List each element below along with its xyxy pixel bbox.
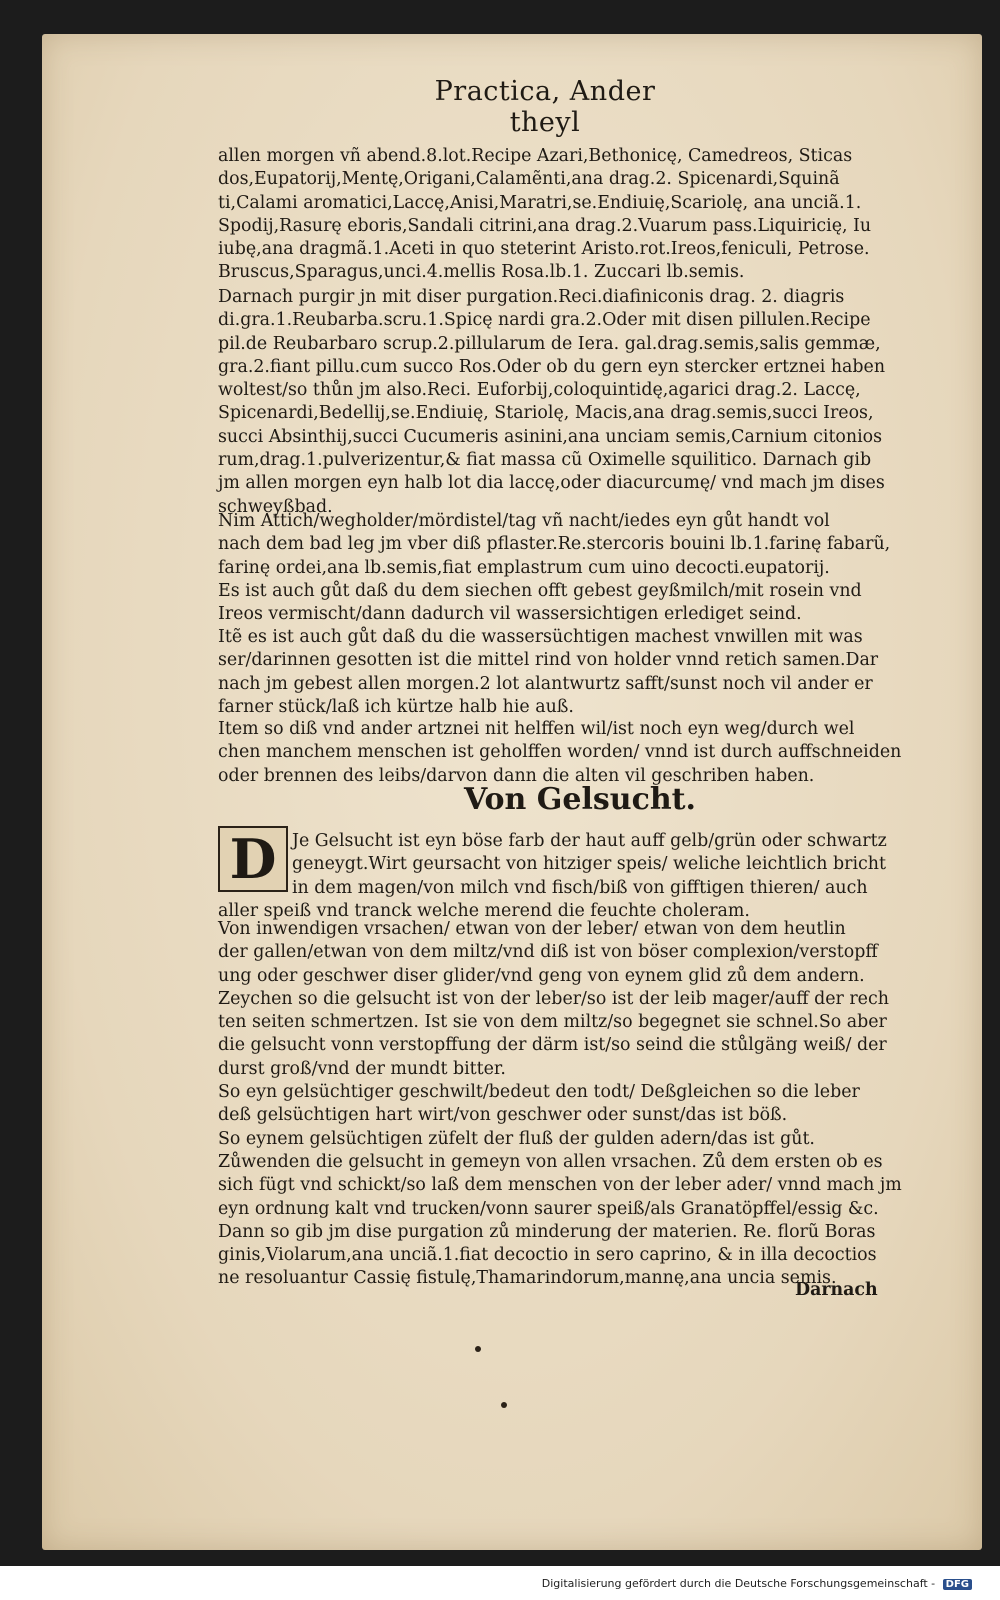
text-block-5 [218, 626, 878, 719]
text-line: ung oder geschwer diser glider/vnd geng von eynem glid zů dem andern. [218, 965, 865, 986]
page-mark-dot [475, 1346, 481, 1352]
text-line: Spicenardi,Bedellij,se.Endiuię, Stariolę, Macis,ana drag.semis,succi Ireos, [218, 403, 874, 424]
text-line: rum,drag.1.pulverizentur,& fiat massa cũ Oximelle squilitico. Darnach gib [218, 450, 872, 471]
text-line: geneygt.Wirt geursacht von hitziger speis/ weliche leichtlich bricht [292, 854, 886, 875]
text-line: Je Gelsucht ist eyn böse farb der haut auff gelb/grün oder schwartz [292, 831, 887, 851]
digitization-footer [542, 1577, 972, 1590]
text-line: der gallen/etwan von dem miltz/vnd diß ist von böser complexion/verstopff [218, 942, 878, 963]
text-line: di.gra.1.Reubarba.scru.1.Spicę nardi gra.2.Oder mit disen pillulen.Recipe [218, 310, 871, 331]
text-line: Nim Attich/wegholder/mördistel/tag vñ nacht/iedes eyn gůt handt vol [218, 511, 830, 531]
text-line: ten seiten schmertzen. Ist sie von dem miltz/so begegnet sie schnel.So aber [218, 1012, 887, 1033]
text-line: sich fügt vnd schickt/so laß dem menschen von der leber ader/ vnnd mach jm [218, 1175, 902, 1196]
text-line: ginis,Violarum,ana unciã.1.fiat decoctio in sero caprino, & in illa decoctios [218, 1245, 877, 1266]
text-line: eyn ordnung kalt vnd trucken/vonn saurer speiß/als Granatöpffel/essig &c. [218, 1198, 879, 1219]
text-line: dos,Eupatorij,Mentę,Origani,Calamẽnti,ana drag.2. Spicenardi,Squinã [218, 169, 840, 190]
page-mark-dot [501, 1402, 507, 1408]
text-line: farner stück/laß ich kürtze halb hie auß. [218, 696, 574, 717]
text-line: chen manchem menschen ist geholffen worden/ vnnd ist durch auffschneiden [218, 742, 902, 763]
text-line: So eyn gelsüchtiger geschwilt/bedeut den todt/ Deßgleichen so die leber [218, 1082, 860, 1103]
text-block-4 [218, 580, 862, 627]
text-line: Item so diß vnd ander artznei nit helffen wil/ist noch eyn weg/durch wel [218, 719, 855, 739]
text-block-3 [218, 510, 890, 580]
text-line: schweyßbad. [218, 496, 333, 517]
text-line: ti,Calami aromatici,Laccę,Anisi,Maratri,se.Endiuię,Scariolę, ana unciã.1. [218, 192, 862, 213]
text-line: die gelsucht vonn verstopffung der därm ist/so seind die stůlgäng weiß/ der [218, 1035, 887, 1056]
text-block-7 [218, 827, 887, 923]
text-line: nach jm gebest allen morgen.2 lot alantwurtz safft/sunst noch vil ander er [218, 673, 873, 694]
text-line: aller speiß vnd tranck welche merend die feuchte choleram. [218, 900, 750, 921]
text-line: durst groß/vnd der mundt bitter. [218, 1058, 506, 1079]
text-line: Darnach purgir jn mit diser purgation.Reci.diafiniconis drag. 2. diagris [218, 287, 845, 307]
dfg-logo: DFG [943, 1579, 972, 1590]
text-line: iubę,ana dragmã.1.Aceti in quo steterint Aristo.rot.Ireos,feniculi, Petrose. [218, 239, 870, 260]
text-line: nach dem bad leg jm vber diß pflaster.Re.stercoris bouini lb.1.farinę fabarũ, [218, 534, 891, 555]
text-line: Itẽ es ist auch gůt daß du die wassersüchtigen machest vnwillen mit was [218, 627, 863, 647]
footer-text: Digitalisierung gefördert durch die Deutsche Forschungsgemeinschaft - [541, 1577, 936, 1590]
text-block-2 [218, 286, 885, 519]
text-line: Zůwenden die gelsucht in gemeyn von allen vrsachen. Zů dem ersten ob es [218, 1151, 883, 1172]
text-line: Von inwendigen vrsachen/ etwan von der leber/ etwan von dem heutlin [218, 919, 846, 939]
text-line: Zeychen so die gelsucht ist von der leber/so ist der leib mager/auff der rech [218, 988, 889, 1009]
text-line: Es ist auch gůt daß du dem siechen offt gebest geyßmilch/mit rosein vnd [218, 581, 862, 601]
text-block-8 [218, 918, 902, 1291]
initial-letter: D [229, 827, 277, 891]
text-block-6 [218, 718, 901, 788]
text-line: Ireos vermischt/dann dadurch vil wassersichtigen erlediget seind. [218, 604, 802, 625]
text-line: allen morgen vñ abend.8.lot.Recipe Azari,Bethonicę, Camedreos, Sticas [218, 146, 853, 166]
text-line: So eynem gelsüchtigen züfelt der fluß der gulden adern/das ist gůt. [218, 1128, 815, 1149]
catchword: Darnach [795, 1280, 878, 1300]
text-line: ser/darinnen gesotten ist die mittel rind von holder vnnd retich samen.Dar [218, 650, 879, 671]
text-line: Bruscus,Sparagus,unci.4.mellis Rosa.lb.1. Zuccari lb.semis. [218, 262, 745, 283]
text-line: Dann so gib jm dise purgation zů minderung der materien. Re. florũ Boras [218, 1221, 876, 1242]
text-line: in dem magen/von milch vnd fisch/biß von gifftigen thieren/ auch [292, 877, 868, 898]
text-line: ne resoluantur Cassię fistulę,Thamarindorum,mannę,ana uncia semis. [218, 1268, 837, 1289]
text-block-1 [218, 145, 871, 285]
section-heading: Von Gelsucht. [464, 782, 696, 817]
text-line: deß gelsüchtigen hart wirt/von geschwer oder sunst/das ist böß. [218, 1105, 788, 1126]
text-line: farinę ordei,ana lb.semis,fiat emplastrum cum uino decocti.eupatorij. [218, 557, 830, 578]
text-line: pil.de Reubarbaro scrup.2.pillularum de Iera. gal.drag.semis,salis gemmæ, [218, 333, 881, 354]
text-line: jm allen morgen eyn halb lot dia laccę,oder diacurcumę/ vnd mach jm dises [218, 473, 885, 494]
text-line: succi Absinthij,succi Cucumeris asinini,ana unciam semis,Carnium citonios [218, 426, 883, 447]
page-header: Practica, Ander theyl [434, 76, 656, 138]
text-line: Spodij,Rasurę eboris,Sandali citrini,ana drag.2.Vuarum pass.Liquiricię, Iu [218, 215, 872, 236]
text-line: oder brennen des leibs/darvon dann die alten vil geschriben haben. [218, 765, 815, 786]
text-line: gra.2.fiant pillu.cum succo Ros.Oder ob du gern eyn stercker ertznei haben [218, 356, 886, 377]
text-line: woltest/so thůn jm also.Reci. Euforbij,coloquintidę,agarici drag.2. Laccę, [218, 380, 861, 401]
